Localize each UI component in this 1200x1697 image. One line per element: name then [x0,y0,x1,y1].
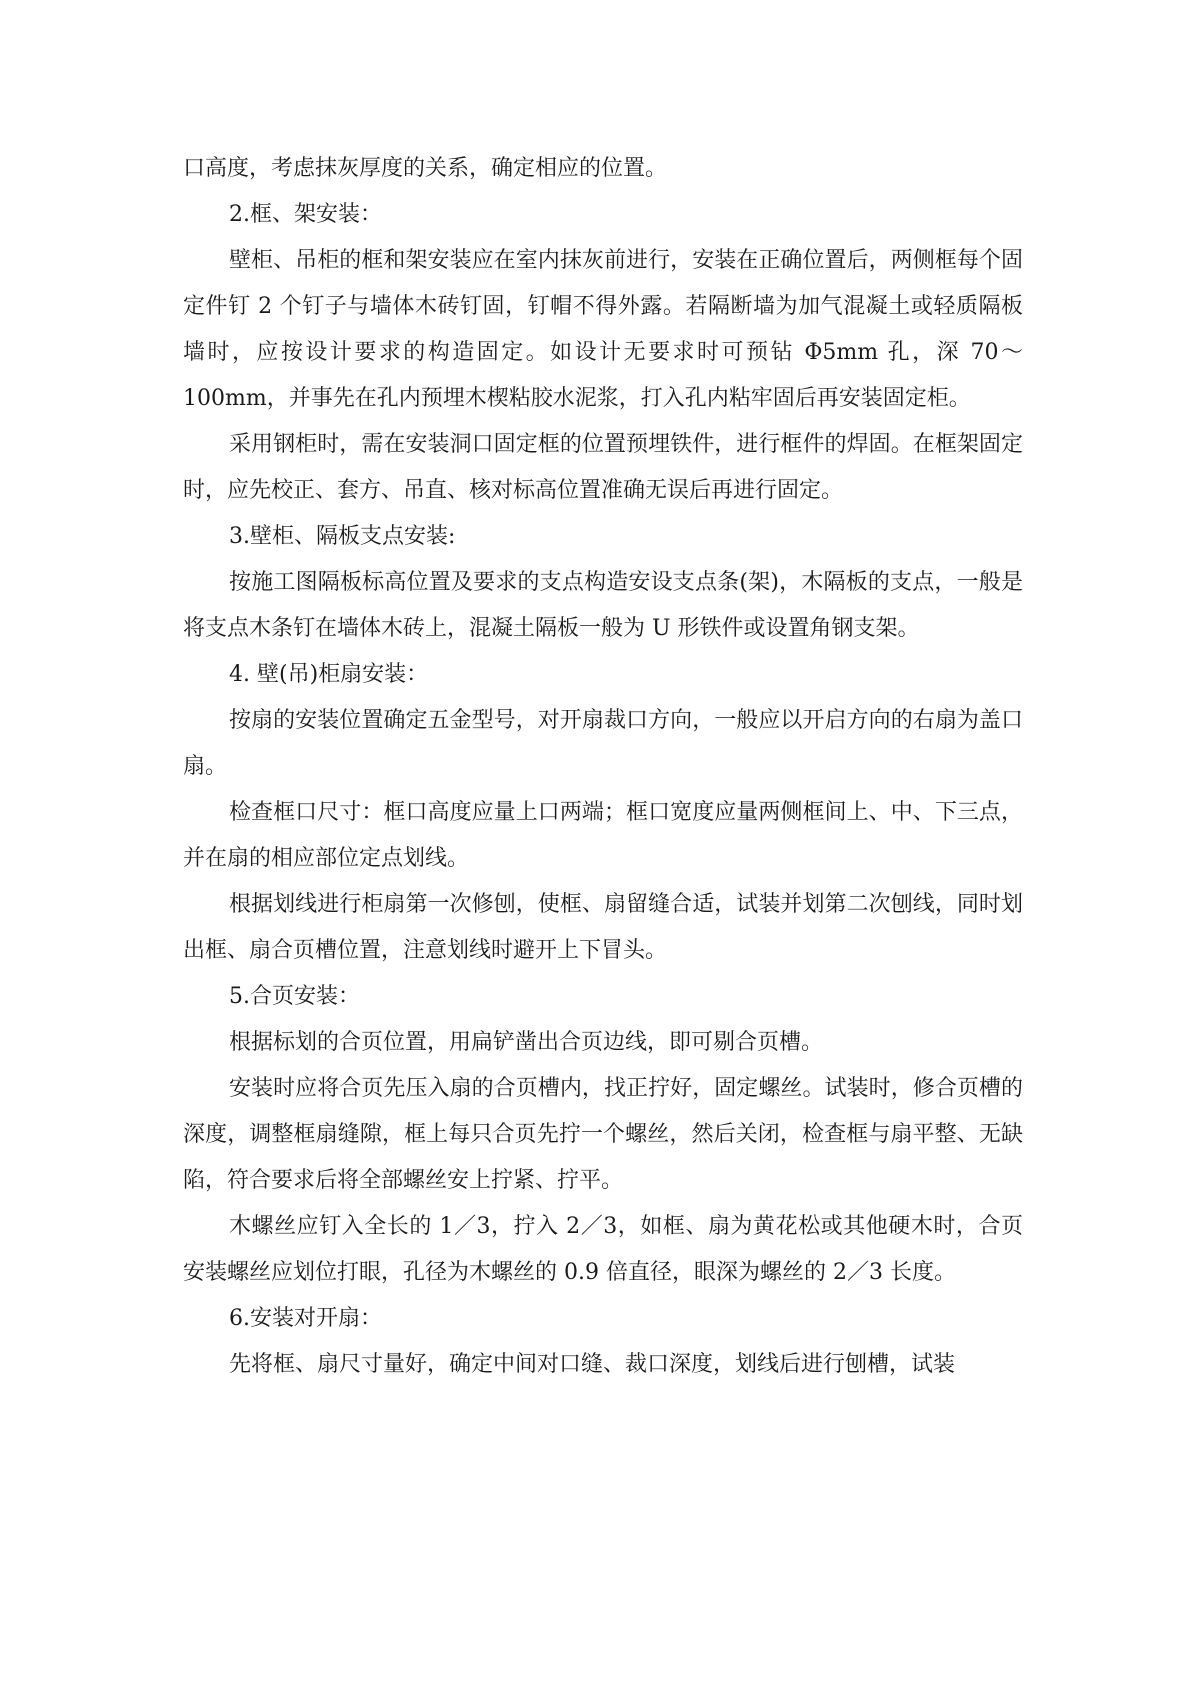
section-heading-frame-install: 2.框、架安装： [229,202,382,227]
paragraph-continuation: 口高度，考虑抹灰厚度的关系，确定相应的位置。 [183,156,668,181]
paragraph-double-door: 先将框、扇尺寸量好，确定中间对口缝、裁口深度，划线后进行刨槽，试装 [229,1352,956,1377]
document-body [183,146,1023,1388]
paragraph-frame-install: 壁柜、吊柜的框和架安装应在室内抹灰前进行，安装在正确位置后，两侧框每个固定件钉 2 个钉子与墙体木砖钉固，钉帽不得外露。若隔断墙为加气混凝土或轻质隔板墙时，应按设计要求的构造固定。如设计无要求时可预钻 Φ5mm 孔，深 70～100mm，并事先在孔内预埋木楔粘胶水泥浆，打入孔内粘牢固后再安装固定柜。 [183,248,1023,411]
section-heading-shelf-support: 3.壁柜、隔板支点安装: [229,524,456,549]
paragraph-door-hardware: 按扇的安装位置确定五金型号，对开扇裁口方向，一般应以开启方向的右扇为盖口扇。 [183,708,1023,779]
section-heading-door-install: 4. 壁(吊)柜扇安装： [229,662,429,687]
paragraph-frame-check: 检查框口尺寸：框口高度应量上口两端；框口宽度应量两侧框间上、中、下三点，并在扇的相应部位定点划线。 [183,800,1023,871]
section-heading-hinge-install: 5.合页安装： [229,984,360,1009]
paragraph-shelf-support: 按施工图隔板标高位置及要求的支点构造安设支点条(架)，木隔板的支点，一般是将支点木条钉在墙体木砖上，混凝土隔板一般为 U 形铁件或设置角钢支架。 [183,570,1023,641]
paragraph-hinge-slot: 根据标划的合页位置，用扁铲凿出合页边线，即可剔合页槽。 [229,1030,824,1055]
paragraph-hinge-fitting: 安装时应将合页先压入扇的合页槽内，找正拧好，固定螺丝。试装时，修合页槽的深度，调整框扇缝隙，框上每只合页先拧一个螺丝，然后关闭，检查框与扇平整、无缺陷，符合要求后将全部螺丝安上拧紧、拧平。 [183,1076,1023,1193]
paragraph-steel-cabinet: 采用钢柜时，需在安装洞口固定框的位置预埋铁件，进行框件的焊固。在框架固定时，应先校正、套方、吊直、核对标高位置准确无误后再进行固定。 [183,432,1023,503]
paragraph-wood-screws: 木螺丝应钉入全长的 1／3，拧入 2／3，如框、扇为黄花松或其他硬木时，合页安装螺丝应划位打眼，孔径为木螺丝的 0.9 倍直径，眼深为螺丝的 2／3 长度。 [183,1214,1023,1285]
paragraph-planing: 根据划线进行柜扇第一次修刨，使框、扇留缝合适，试装并划第二次刨线，同时划出框、扇合页槽位置，注意划线时避开上下冒头。 [183,892,1023,963]
section-heading-double-door: 6.安装对开扇： [229,1306,382,1331]
